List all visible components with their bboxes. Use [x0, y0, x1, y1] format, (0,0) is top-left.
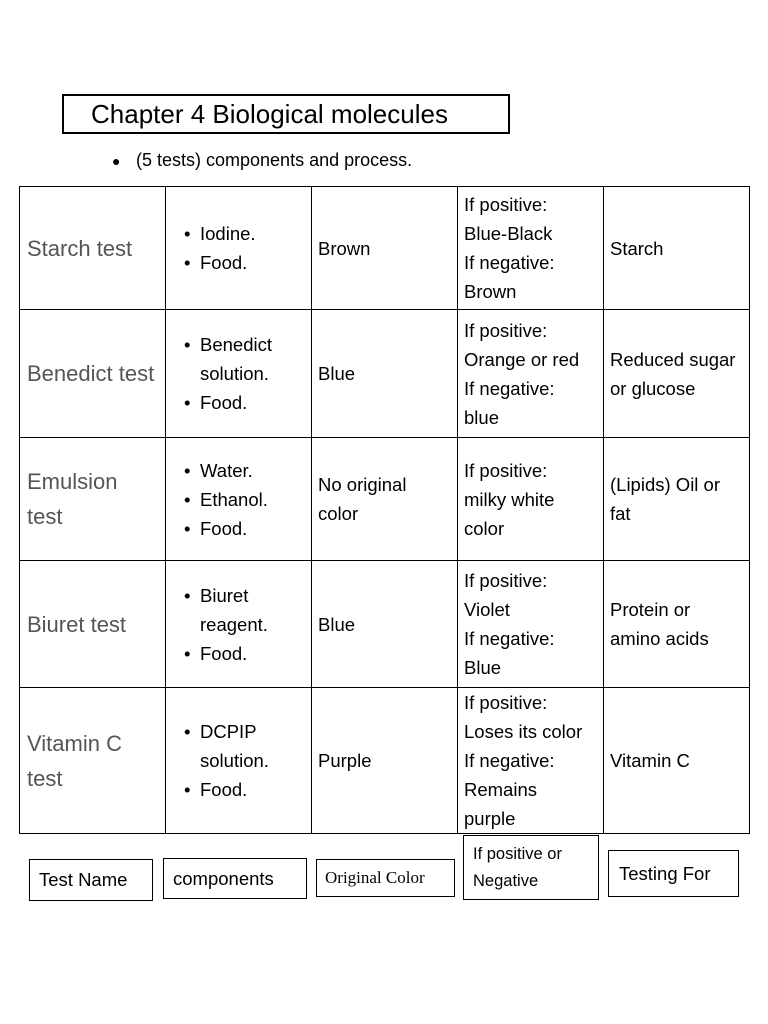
result-line: milky white [464, 488, 555, 510]
tests-table [19, 186, 750, 834]
result-line: If negative: [464, 252, 555, 273]
original-color: Purple [318, 750, 372, 771]
list-item: • Food. [172, 388, 305, 417]
components-cell [166, 310, 312, 438]
result-cell [458, 438, 604, 561]
subtitle [112, 148, 412, 173]
list-item: • Food. [172, 775, 305, 804]
result-line: Brown [464, 281, 517, 302]
table-row [20, 688, 750, 834]
subtitle-text: (5 tests) components and process. [136, 150, 413, 170]
testing-for: Starch [610, 237, 664, 259]
components-list [172, 456, 305, 543]
page-title-text: Chapter 4 Biological molecules [91, 99, 448, 129]
test-name-cell [20, 561, 166, 688]
test-name: Vitamin C test [27, 730, 122, 791]
result-line: color [464, 517, 505, 539]
label-text: components [173, 867, 274, 889]
test-name-cell [20, 438, 166, 561]
original-color-cell [312, 688, 458, 834]
test-name: Emulsion test [27, 469, 118, 529]
table-row [20, 187, 750, 310]
test-name-cell [20, 310, 166, 438]
list-item: • DCPIP solution. [172, 717, 305, 775]
original-color: Brown [318, 237, 371, 259]
list-item: • Food. [172, 639, 305, 668]
table-row [20, 561, 750, 688]
original-color-cell [312, 310, 458, 438]
result-line: If negative: [464, 750, 555, 771]
result-line: If negative: [464, 377, 555, 399]
result-line: Loses its color [464, 721, 583, 742]
label-text: Negative [473, 872, 539, 890]
result-line: Violet [464, 599, 510, 620]
result-line: Remains [464, 779, 537, 800]
label-positive-negative [463, 835, 599, 900]
test-name-cell [20, 187, 166, 310]
list-item: • Biuret reagent. [172, 581, 305, 639]
components-cell [166, 438, 312, 561]
table-row [20, 310, 750, 438]
label-text: If positive or [473, 845, 562, 863]
original-color-cell [312, 438, 458, 561]
list-item: • Benedict solution. [172, 330, 305, 388]
list-item: • Food. [172, 248, 305, 277]
original-color-cell [312, 187, 458, 310]
table-row [20, 438, 750, 561]
testing-for: Reduced sugar or glucose [610, 348, 736, 399]
list-item: • Food. [172, 514, 305, 543]
result-line: If positive: [464, 570, 548, 591]
testing-for: (Lipids) Oil or fat [610, 474, 720, 524]
list-item: • Ethanol. [172, 485, 305, 514]
components-list [172, 581, 305, 668]
test-name: Biuret test [27, 611, 127, 637]
testing-for-cell [604, 561, 750, 688]
test-name-cell [20, 688, 166, 834]
result-line: If negative: [464, 628, 555, 649]
testing-for-cell [604, 438, 750, 561]
result-line: Blue-Black [464, 223, 553, 244]
result-line: Orange or red [464, 348, 580, 370]
result-line: Blue [464, 657, 502, 678]
result-cell [458, 561, 604, 688]
testing-for: Protein or amino acids [610, 599, 709, 649]
list-item: • Water. [172, 456, 305, 485]
result-line: If positive: [464, 692, 548, 713]
original-color: No original color [318, 474, 407, 524]
components-list [172, 330, 305, 417]
label-original-color [316, 859, 455, 897]
testing-for-cell [604, 310, 750, 438]
bullet-icon: ● [112, 153, 121, 169]
label-text: Original Color [325, 868, 425, 887]
page-title [62, 94, 510, 134]
label-testing-for [608, 850, 739, 897]
label-test-name [29, 859, 153, 901]
result-cell [458, 187, 604, 310]
list-item: • Iodine. [172, 219, 305, 248]
components-list [172, 717, 305, 804]
result-line: purple [464, 808, 516, 829]
result-line: If positive: [464, 194, 548, 215]
testing-for-cell [604, 688, 750, 834]
result-cell [458, 310, 604, 438]
components-cell [166, 688, 312, 834]
label-text: Test Name [39, 869, 128, 890]
result-line: blue [464, 406, 499, 428]
components-list [172, 219, 305, 277]
label-components [163, 858, 307, 899]
result-line: If positive: [464, 319, 548, 341]
testing-for-cell [604, 187, 750, 310]
label-text: Testing For [619, 862, 711, 884]
original-color-cell [312, 561, 458, 688]
components-cell [166, 187, 312, 310]
testing-for: Vitamin C [610, 750, 690, 771]
test-name: Benedict test [27, 361, 155, 386]
original-color: Blue [318, 363, 356, 384]
result-line: If positive: [464, 459, 548, 481]
test-name: Starch test [27, 235, 133, 261]
result-cell [458, 688, 604, 834]
original-color: Blue [318, 613, 356, 635]
components-cell [166, 561, 312, 688]
